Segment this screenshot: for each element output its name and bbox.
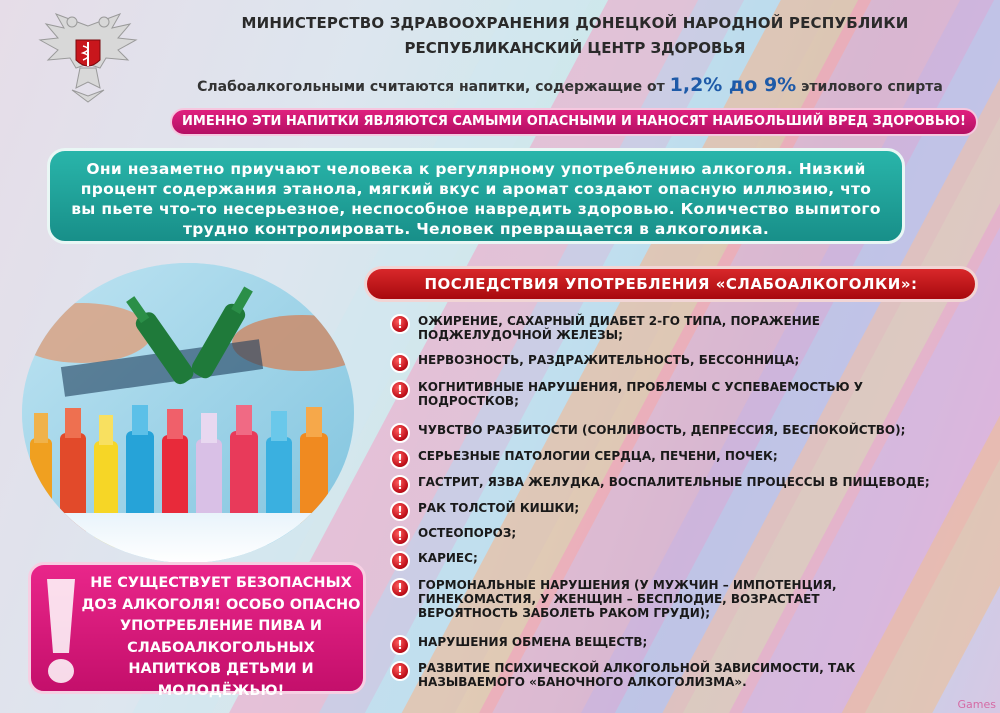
list-item-text: ОСТЕОПОРОЗ; bbox=[418, 526, 517, 540]
exclamation-circle-icon: ! bbox=[390, 380, 410, 400]
list-item-text: КАРИЕС; bbox=[418, 551, 478, 565]
list-item bbox=[390, 314, 858, 342]
info-box: Они незаметно приучают человека к регулярному употреблению алкоголя. Низкий процент содержания этанола, мягкий вкус и аромат создают опасную иллюзию, что вы пьете что-то несерьезное, неспособное навредить здоровью. Количество выпитого трудно контролировать. Человек превращается в алкоголика. bbox=[47, 148, 905, 244]
list-item bbox=[390, 551, 978, 571]
list-item-text: КОГНИТИВНЫЕ НАРУШЕНИЯ, ПРОБЛЕМЫ С УСПЕВАЕМОСТЬЮ У ПОДРОСТКОВ; bbox=[418, 380, 864, 408]
consequences-title: ПОСЛЕДСТВИЯ УПОТРЕБЛЕНИЯ «СЛАБОАЛКОГОЛКИ»: bbox=[364, 266, 978, 302]
center-title: РЕСПУБЛИКАНСКИЙ ЦЕНТР ЗДОРОВЬЯ bbox=[404, 39, 746, 57]
definition-range: 1,2% до 9% bbox=[669, 74, 797, 96]
list-item bbox=[390, 635, 978, 655]
exclamation-circle-icon: ! bbox=[390, 475, 410, 495]
list-item-text: СЕРЬЕЗНЫЕ ПАТОЛОГИИ СЕРДЦА, ПЕЧЕНИ, ПОЧЕК; bbox=[418, 449, 778, 463]
definition-suffix: этилового спирта bbox=[796, 79, 943, 95]
list-item bbox=[390, 449, 978, 469]
list-item-text: ОЖИРЕНИЕ, САХАРНЫЙ ДИАБЕТ 2-ГО ТИПА, ПОРАЖЕНИЕ ПОДЖЕЛУДОЧНОЙ ЖЕЛЕЗЫ; bbox=[418, 314, 820, 342]
exclamation-mark-icon bbox=[39, 575, 83, 687]
danger-banner: ИМЕННО ЭТИ НАПИТКИ ЯВЛЯЮТСЯ САМЫМИ ОПАСНЫМИ И НАНОСЯТ НАИБОЛЬШИЙ ВРЕД ЗДОРОВЬЮ! bbox=[170, 108, 978, 136]
list-item-text: РАК ТОЛСТОЙ КИШКИ; bbox=[418, 501, 580, 515]
drinks-photo bbox=[22, 263, 354, 563]
list-item bbox=[390, 423, 978, 443]
list-item-text: ГОРМОНАЛЬНЫЕ НАРУШЕНИЯ (У МУЖЧИН – ИМПОТЕНЦИЯ, ГИНЕКОМАСТИЯ, У ЖЕНЩИН – БЕСПЛОДИЕ, ВОЗРАСТАЕТ ВЕРОЯТНОСТЬ ЗАБОЛЕТЬ РАКОМ ГРУДИ); bbox=[418, 578, 837, 620]
list-item bbox=[390, 380, 888, 408]
exclamation-circle-icon: ! bbox=[390, 314, 410, 334]
exclamation-circle-icon: ! bbox=[390, 526, 410, 546]
exclamation-circle-icon: ! bbox=[390, 353, 410, 373]
list-item bbox=[390, 501, 978, 521]
list-item bbox=[390, 578, 898, 620]
list-item-text: НАРУШЕНИЯ ОБМЕНА ВЕЩЕСТВ; bbox=[418, 635, 648, 649]
list-item-text: ГАСТРИТ, ЯЗВА ЖЕЛУДКА, ВОСПАЛИТЕЛЬНЫЕ ПРОЦЕССЫ В ПИЩЕВОДЕ; bbox=[418, 475, 930, 489]
exclamation-circle-icon: ! bbox=[390, 635, 410, 655]
list-item-text: РАЗВИТИЕ ПСИХИЧЕСКОЙ АЛКОГОЛЬНОЙ ЗАВИСИМОСТИ, ТАК НАЗЫВАЕМОГО «БАНОЧНОГО АЛКОГОЛИЗМА». bbox=[418, 661, 856, 689]
list-item bbox=[390, 526, 978, 546]
list-item bbox=[390, 661, 878, 689]
exclamation-circle-icon: ! bbox=[390, 661, 410, 681]
watermark: Games bbox=[957, 698, 996, 711]
double-headed-eagle-medical-emblem-icon bbox=[28, 6, 148, 106]
list-item-text: ЧУВСТВО РАЗБИТОСТИ (СОНЛИВОСТЬ, ДЕПРЕССИЯ, БЕСПОКОЙСТВО); bbox=[418, 423, 906, 437]
definition-prefix: Слабоалкогольными считаются напитки, содержащие от bbox=[197, 79, 670, 95]
warning-text: НЕ СУЩЕСТВУЕТ БЕЗОПАСНЫХ ДОЗ АЛКОГОЛЯ! ОСОБО ОПАСНО УПОТРЕБЛЕНИЕ ПИВА И СЛАБОАЛКОГОЛЬНЫХ НАПИТКОВ ДЕТЬМИ И МОЛОДЁЖЬЮ! bbox=[81, 575, 361, 699]
exclamation-circle-icon: ! bbox=[390, 449, 410, 469]
warning-box bbox=[28, 562, 366, 699]
list-item bbox=[390, 353, 978, 373]
exclamation-circle-icon: ! bbox=[390, 578, 410, 598]
exclamation-circle-icon: ! bbox=[390, 501, 410, 521]
definition-line bbox=[170, 74, 970, 96]
list-item-text: НЕРВОЗНОСТЬ, РАЗДРАЖИТЕЛЬНОСТЬ, БЕССОННИЦА; bbox=[418, 353, 800, 367]
exclamation-circle-icon: ! bbox=[390, 551, 410, 571]
list-item bbox=[390, 475, 988, 495]
ministry-title: МИНИСТЕРСТВО ЗДРАВООХРАНЕНИЯ ДОНЕЦКОЙ НАРОДНОЙ РЕСПУБЛИКИ bbox=[241, 14, 909, 32]
exclamation-circle-icon: ! bbox=[390, 423, 410, 443]
